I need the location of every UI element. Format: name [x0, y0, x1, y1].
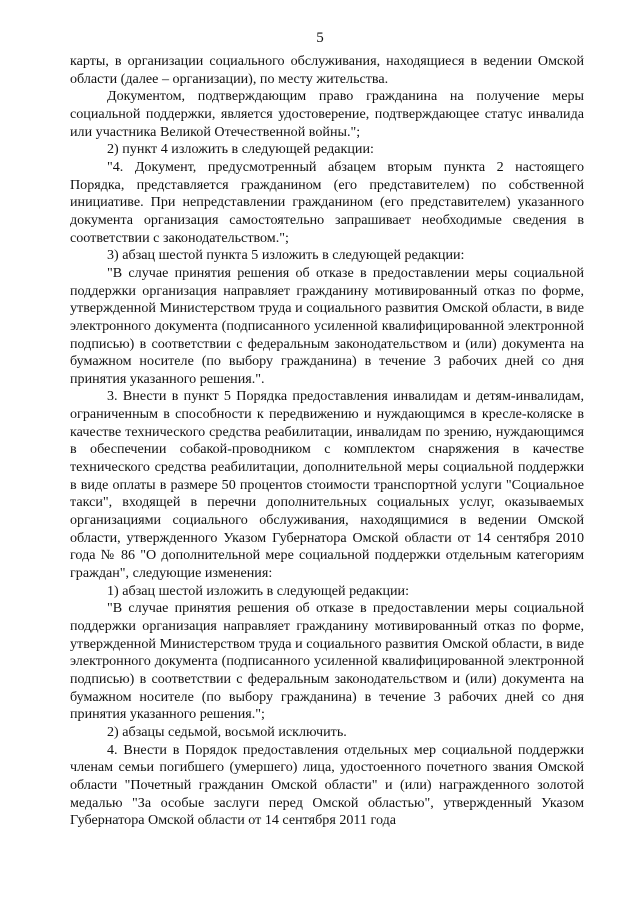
paragraph-refusal-text-1: "В случае принятия решения об отказе в предоставлении меры социальной поддержки организация направляет гражданину мотивированный отказ по форме, утвержденной Министерством труда и социального развития Омской области, в виде электронного документа (подписанного усиленной квалифицированной электронной подписью) в соответствии с федеральным законодательством и (или) документа на бумажном носителе (по выбору гражданина) в течение 3 рабочих дней со дня принятия указанного решения.".	[70, 264, 584, 387]
paragraph-section-4: 4. Внести в Порядок предоставления отдельных мер социальной поддержки членам семьи погибшего (умершего) лица, удостоенного почетного звания Омской области "Почетный гражданин Омской области" и (или) награжденного золотой медалью "За особые заслуги перед Омской областью", утвержденный Указом Губернатора Омской области от 14 сентября 2011 года	[70, 741, 584, 829]
document-body	[70, 53, 584, 830]
paragraph-item-3: 3) абзац шестой пункта 5 изложить в следующей редакции:	[107, 247, 465, 264]
paragraph-subitem-1: 1) абзац шестой изложить в следующей редакции:	[107, 582, 409, 599]
paragraph-point-4-text: "4. Документ, предусмотренный абзацем вторым пункта 2 настоящего Порядка, представляется гражданином (его представителем) по собственной инициативе. При непредставлении гражданином (его представителем) указанного документа организация самостоятельно запрашивает необходимые сведения в соответствии с законодательством.";	[70, 158, 584, 246]
paragraph-section-3: 3. Внести в пункт 5 Порядка предоставления инвалидам и детям-инвалидам, ограниченным в способности к передвижению и нуждающимся в кресле-коляске в качестве технического средства реабилитации, инвалидам по зрению, нуждающимся в обеспечении собакой-проводником с комплектом снаряжения в качестве технического средства реабилитации, дополнительной меры социальной поддержки в виде оплаты в размере 50 процентов стоимости транспортной услуги "Социальное такси", входящей в перечни дополнительных социальных услуг, оказываемых организациями социального обслуживания, находящимися в ведении Омской области, утвержденного Указом Губернатора Омской области от 14 сентября 2010 года № 86 "О дополнительной мере социальной поддержки отдельным категориям граждан", следующие изменения:	[70, 388, 584, 582]
paragraph-continuation: карты, в организации социального обслуживания, находящиеся в ведении Омской области (далее – организации), по месту жительства.	[70, 53, 584, 87]
paragraph-document-confirmation: Документом, подтверждающим право гражданина на получение меры социальной поддержки, является удостоверение, подтверждающее статус инвалида или участника Великой Отечественной войны.";	[70, 88, 584, 140]
page-number: 5	[316, 30, 324, 46]
paragraph-refusal-text-2: "В случае принятия решения об отказе в предоставлении меры социальной поддержки организация направляет гражданину мотивированный отказ по форме, утвержденной Министерством труда и социального развития Омской области, в виде электронного документа (подписанного усиленной квалифицированной электронной подписью) в соответствии с федеральным законодательством и (или) документа на бумажном носителе (по выбору гражданина) в течение 3 рабочих дней со дня принятия указанного решения.";	[70, 600, 584, 723]
paragraph-item-2: 2) пункт 4 изложить в следующей редакции:	[107, 141, 374, 158]
paragraph-subitem-2: 2) абзацы седьмой, восьмой исключить.	[107, 723, 347, 740]
